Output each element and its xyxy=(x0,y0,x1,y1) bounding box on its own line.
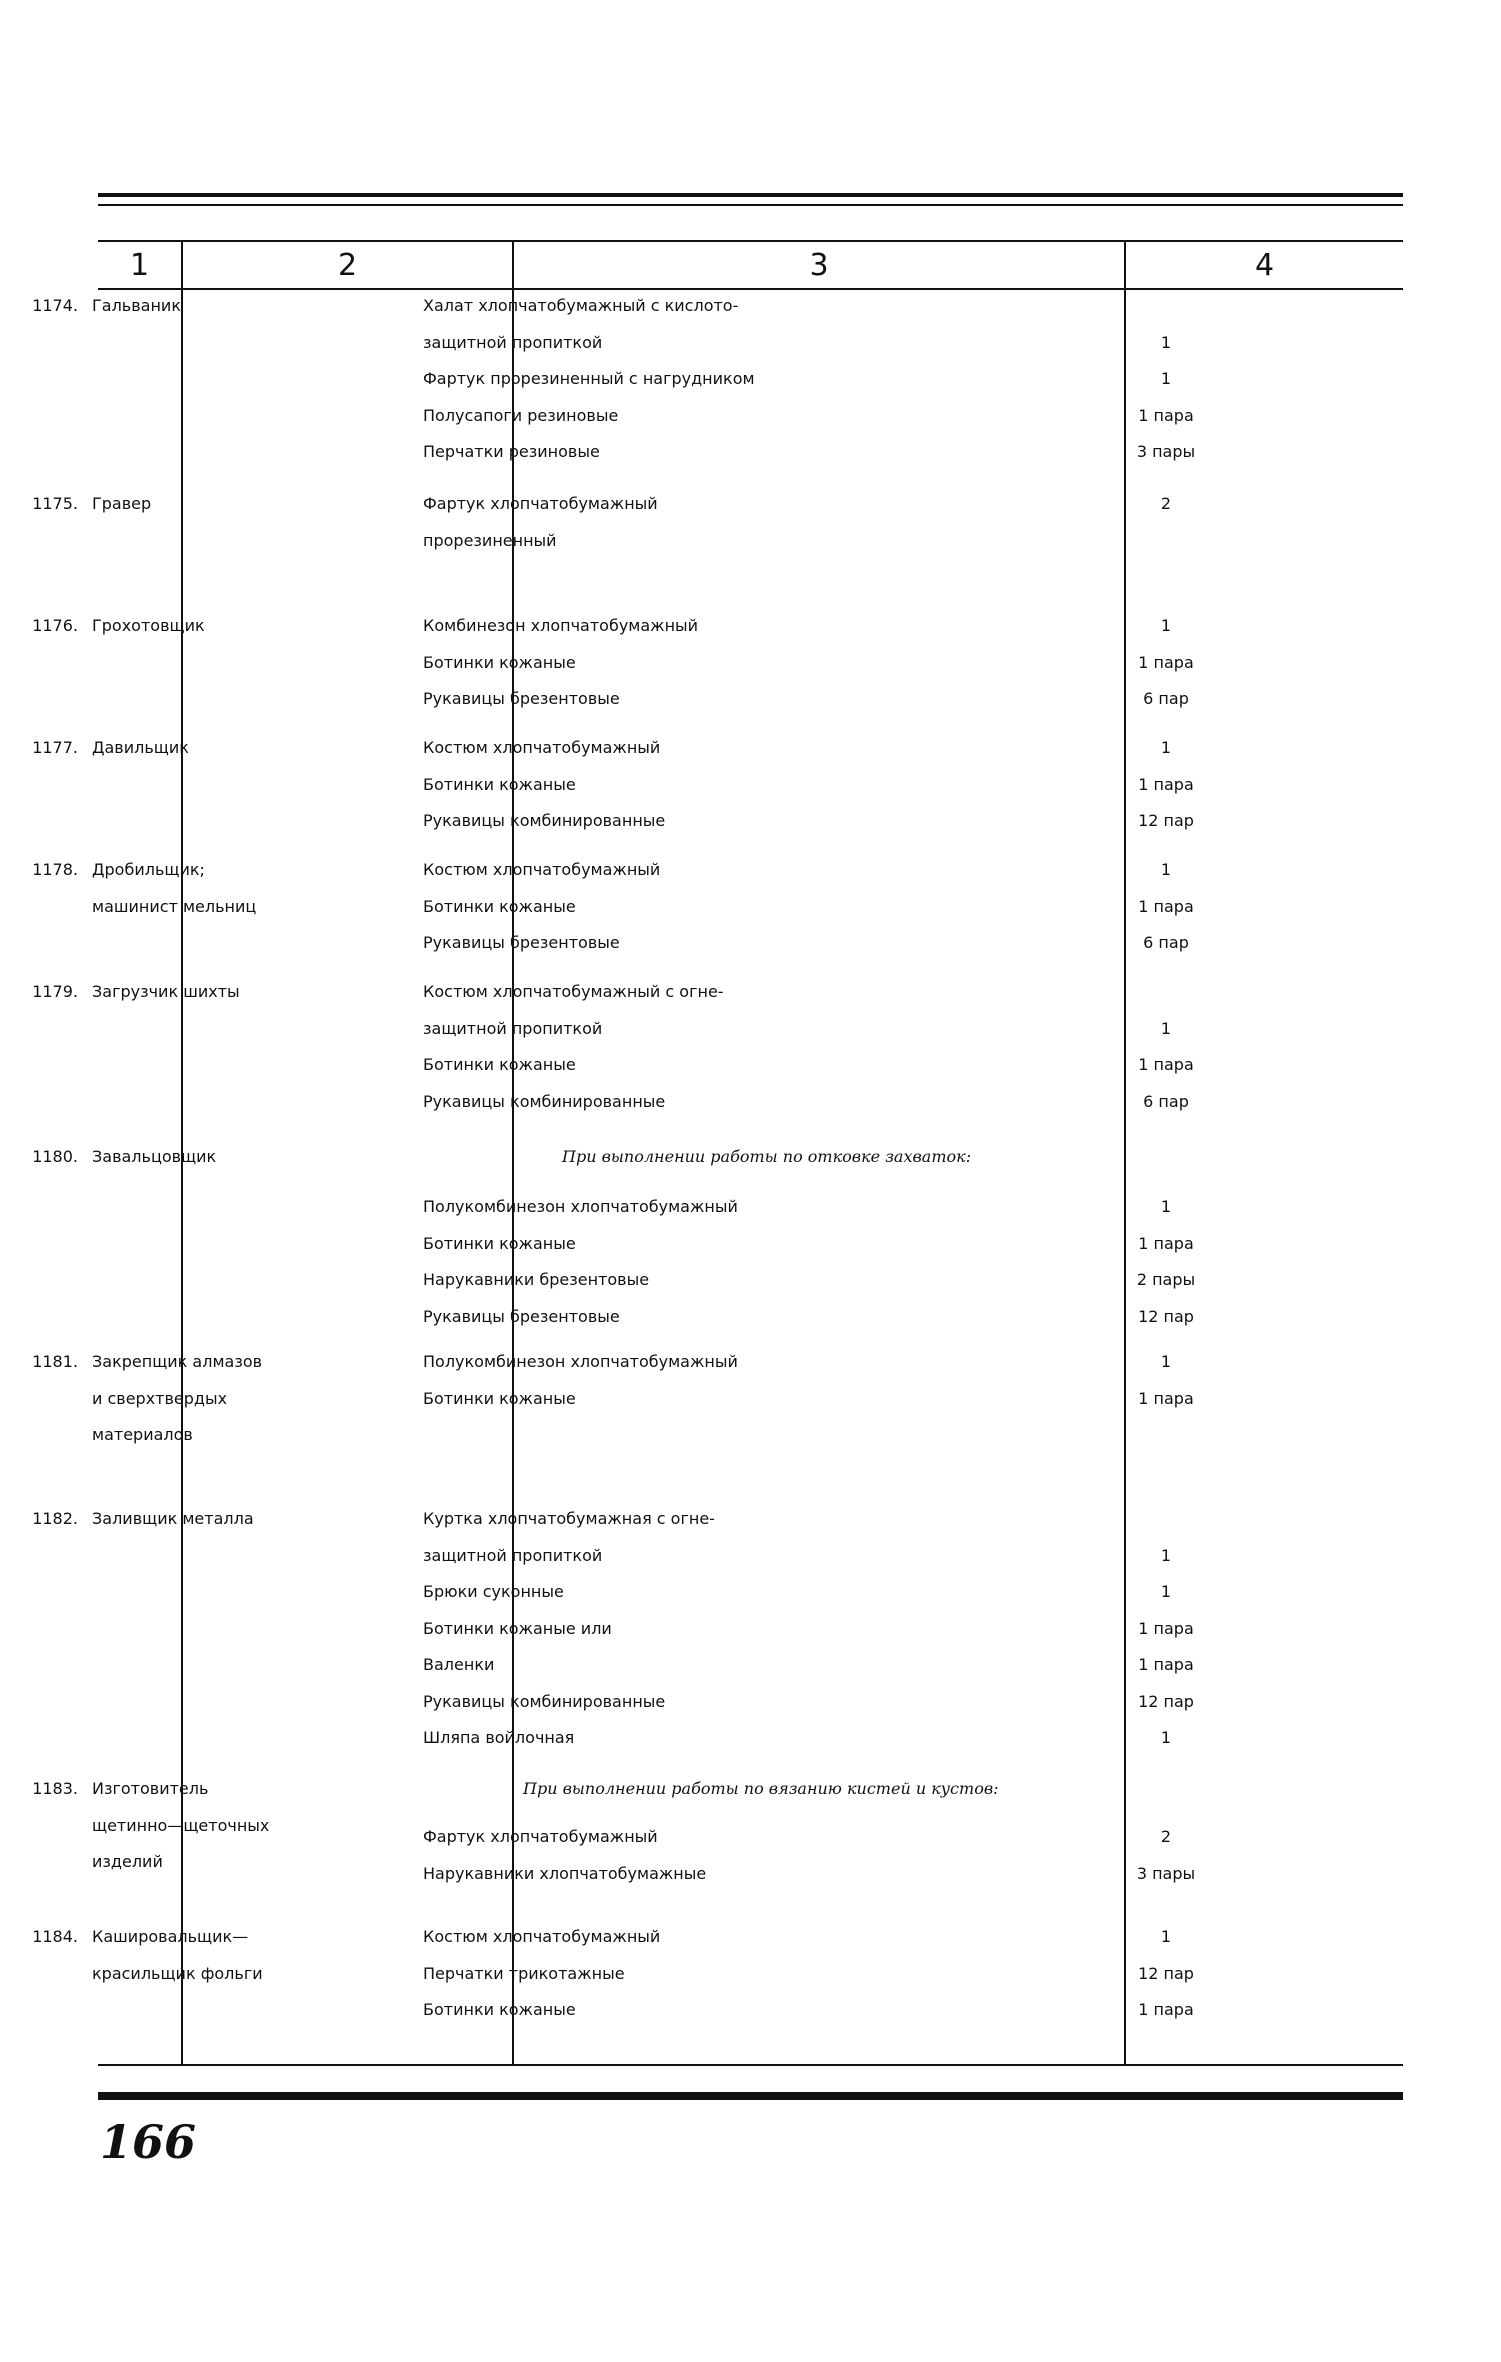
entry-number: 1183. xyxy=(32,1779,78,1798)
item-line: Полукомбинезон хлопчатобумажный xyxy=(423,1352,738,1371)
entry-number: 1176. xyxy=(32,616,78,635)
profession-line: Давильщик xyxy=(92,738,189,757)
quantity-line: 1 xyxy=(1160,1352,1172,1371)
quantity-line: 6 пар xyxy=(1143,689,1189,708)
item-line: Валенки xyxy=(423,1655,495,1674)
item-line: прорезиненный xyxy=(423,530,557,550)
condition-note: При выполнении работы по отковке захваток: xyxy=(562,1147,972,1166)
item-line: Рукавицы брезентовые xyxy=(423,933,620,952)
entry-number: 1179. xyxy=(32,982,78,1001)
quantity-line: 2 xyxy=(1160,1827,1172,1846)
quantity-line: 1 пара xyxy=(1138,1388,1194,1408)
quantity-line: 1 xyxy=(1160,1728,1172,1747)
quantity-line: 1 xyxy=(1160,1582,1172,1601)
quantity-line: 1 xyxy=(1160,1197,1172,1216)
quantity-line: 1 xyxy=(1160,1545,1172,1565)
item-line: Ботинки кожаные xyxy=(423,896,576,916)
profession-line: Гравер xyxy=(92,494,152,513)
profession-line: щетинно—щеточных xyxy=(92,1815,270,1835)
col-header-3: 3 xyxy=(513,241,1125,289)
profession-line: Закрепщик алмазов xyxy=(92,1352,263,1371)
entry-number: 1178. xyxy=(32,860,78,879)
col-header-2: 2 xyxy=(182,241,513,289)
bottom-rule xyxy=(98,2092,1403,2100)
profession-line: Грохотовщик xyxy=(92,616,205,635)
entry-number: 1184. xyxy=(32,1927,78,1946)
item-line: Комбинезон хлопчатобумажный xyxy=(423,616,699,635)
item-line: Куртка хлопчатобумажная с огне- xyxy=(423,1509,715,1528)
quantity-line: 2 пары xyxy=(1136,1270,1196,1289)
item-line: Ботинки кожаные xyxy=(423,1233,576,1253)
quantity-line: 1 xyxy=(1160,738,1172,757)
entry-number: 1180. xyxy=(32,1147,78,1166)
item-line: Костюм хлопчатобумажный xyxy=(423,738,661,757)
item-line: Шляпа войлочная xyxy=(423,1728,575,1747)
quantity-line: 12 пар xyxy=(1138,1963,1194,1983)
item-line: Фартук хлопчатобумажный xyxy=(423,494,658,513)
table-body-row xyxy=(98,289,1403,2065)
item-line: защитной пропиткой xyxy=(423,332,603,352)
profession-line: Изготовитель xyxy=(92,1779,209,1798)
quantity-line: 12 пар xyxy=(1138,1691,1194,1711)
item-line: Рукавицы комбинированные xyxy=(423,1091,666,1111)
item-line: Халат хлопчатобумажный с кислото- xyxy=(423,296,739,315)
quantity-line: 1 пара xyxy=(1138,896,1194,916)
item-line: Нарукавники брезентовые xyxy=(423,1270,650,1289)
item-line: Ботинки кожаные xyxy=(423,774,576,794)
entry-number: 1181. xyxy=(32,1352,78,1371)
quantity-line: 1 пара xyxy=(1138,652,1194,672)
item-line: защитной пропиткой xyxy=(423,1545,603,1565)
quantity-line: 1 xyxy=(1160,860,1172,879)
quantity-line: 1 пара xyxy=(1138,1055,1194,1074)
quantity-line: 6 пар xyxy=(1143,1091,1189,1111)
item-line: Полукомбинезон хлопчатобумажный xyxy=(423,1197,738,1216)
quantity-line: 6 пар xyxy=(1143,933,1189,952)
quantity-line: 1 пара xyxy=(1138,2000,1194,2019)
quantity-line: 1 xyxy=(1160,1927,1172,1946)
profession-line: материалов xyxy=(92,1425,193,1444)
entry-number: 1177. xyxy=(32,738,78,757)
quantity-line: 1 xyxy=(1160,1018,1172,1038)
quantity-line: 2 xyxy=(1160,494,1172,513)
entry-number: 1182. xyxy=(32,1509,78,1528)
quantity-line: 1 пара xyxy=(1138,1618,1194,1638)
item-line: Ботинки кожаные xyxy=(423,1388,576,1408)
quantity-line: 1 xyxy=(1160,369,1172,388)
col-header-4: 4 xyxy=(1125,241,1403,289)
profession-line: Дробильщик; xyxy=(92,860,205,879)
quantity-line: 1 xyxy=(1160,332,1172,352)
item-line: Перчатки резиновые xyxy=(423,442,600,461)
item-line: Рукавицы комбинированные xyxy=(423,1691,666,1711)
item-line: Перчатки трикотажные xyxy=(423,1963,625,1983)
item-line: Костюм хлопчатобумажный с огне- xyxy=(423,982,724,1001)
profession-line: Загрузчик шихты xyxy=(92,982,240,1001)
top-rule-thin xyxy=(98,204,1403,206)
quantity-line: 1 пара xyxy=(1138,405,1194,425)
profession-line: изделий xyxy=(92,1852,163,1871)
profession-line: Кашировальщик— xyxy=(92,1927,249,1946)
item-line: Ботинки кожаные xyxy=(423,2000,576,2019)
item-line: Брюки суконные xyxy=(423,1582,564,1601)
quantity-line: 12 пар xyxy=(1138,1306,1194,1326)
entry-number: 1174. xyxy=(32,296,78,315)
quantity-line: 3 пары xyxy=(1136,1863,1196,1883)
quantity-line: 1 xyxy=(1160,616,1172,635)
item-line: Рукавицы брезентовые xyxy=(423,1306,620,1326)
item-line: Нарукавники хлопчатобумажные xyxy=(423,1863,707,1883)
profession-line: и сверхтвердых xyxy=(92,1388,228,1408)
profession-line: Гальваник xyxy=(92,296,181,315)
profession-line: красильщик фольги xyxy=(92,1963,263,1983)
header-row xyxy=(98,241,1403,289)
profession-line: Заливщик металла xyxy=(92,1509,254,1528)
top-rule xyxy=(98,193,1403,197)
item-line: Ботинки кожаные xyxy=(423,652,576,672)
quantity-line: 1 пара xyxy=(1138,1655,1194,1674)
item-line: защитной пропиткой xyxy=(423,1018,603,1038)
profession-line: Завальцовщик xyxy=(92,1147,217,1166)
quantity-line: 3 пары xyxy=(1136,442,1196,461)
item-line: Полусапоги резиновые xyxy=(423,405,619,425)
item-line: Ботинки кожаные или xyxy=(423,1618,612,1638)
col-header-1: 1 xyxy=(98,241,182,289)
item-line: Костюм хлопчатобумажный xyxy=(423,1927,661,1946)
item-line: Рукавицы комбинированные xyxy=(423,811,666,830)
quantity-line: 1 пара xyxy=(1138,1233,1194,1253)
condition-note: При выполнении работы по вязанию кистей и кустов: xyxy=(523,1779,999,1798)
page-number: 166 xyxy=(100,2115,197,2169)
quantity-line: 12 пар xyxy=(1138,811,1194,830)
quantity-line: 1 пара xyxy=(1138,774,1194,794)
item-line: Костюм хлопчатобумажный xyxy=(423,860,661,879)
profession-line: машинист мельниц xyxy=(92,896,257,916)
item-line: Фартук прорезиненный с нагрудником xyxy=(423,369,755,388)
entry-number: 1175. xyxy=(32,494,78,513)
item-line: Ботинки кожаные xyxy=(423,1055,576,1074)
item-line: Фартук хлопчатобумажный xyxy=(423,1827,658,1846)
item-line: Рукавицы брезентовые xyxy=(423,689,620,708)
